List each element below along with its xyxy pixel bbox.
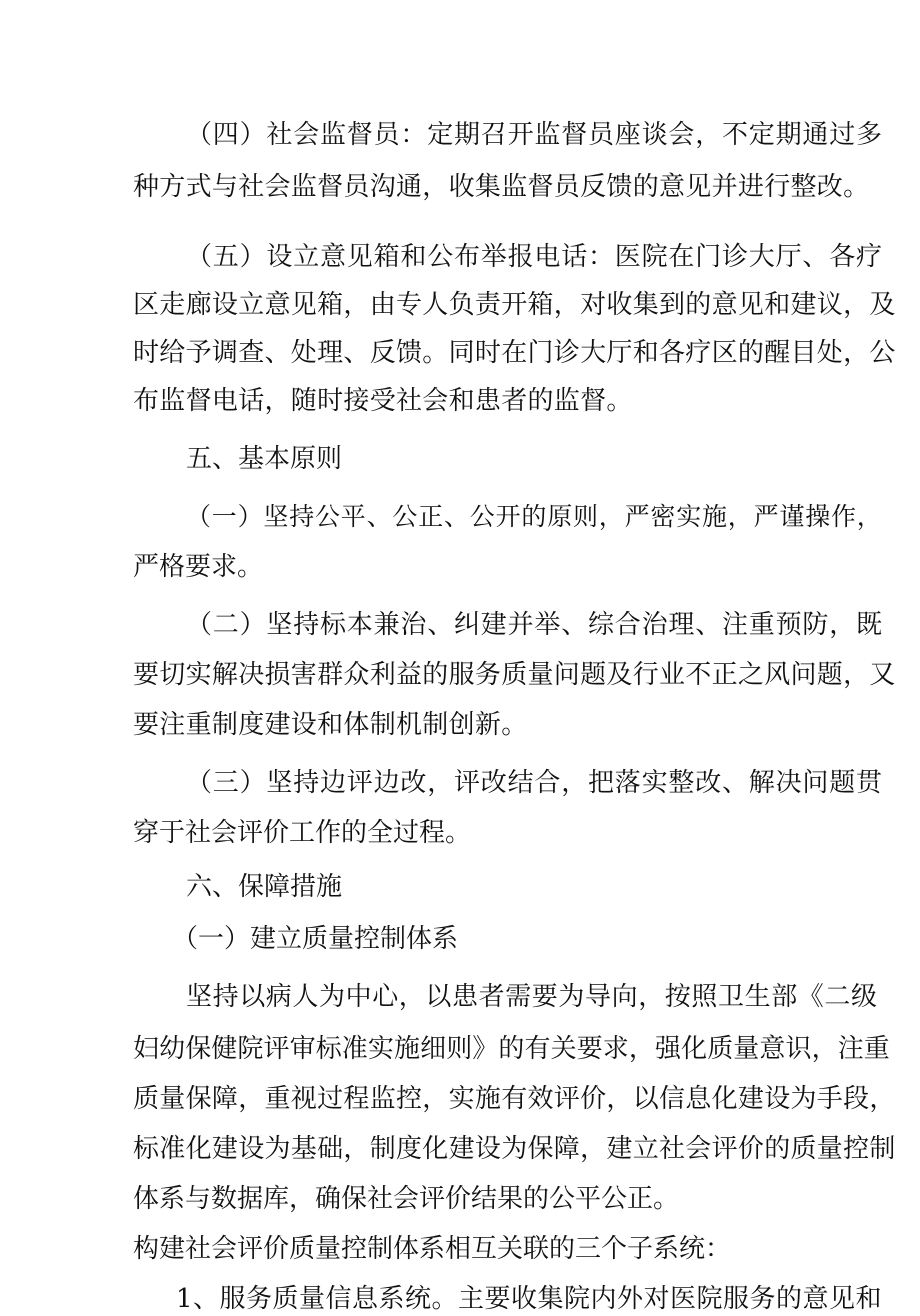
paragraph-line: 穿于社会评价工作的全过程。 [133, 818, 472, 848]
paragraph-line: 种方式与社会监督员沟通，收集监督员反馈的意见并进行整改。 [133, 172, 870, 202]
paragraph-line: 要切实解决损害群众利益的服务质量问题及行业不正之风问题，又 [133, 660, 896, 690]
paragraph-line: （一）坚持公平、公正、公开的原则，严密实施，严谨操作， [186, 502, 883, 531]
paragraph-line: （三）坚持边评边改，评改结合，把落实整改、解决问题贯 [186, 768, 883, 798]
paragraph-line: 严格要求。 [133, 552, 264, 582]
paragraph-line: 区走廊设立意见箱，由专人负责开箱，对收集到的意见和建议，及 [133, 290, 896, 320]
section-heading: 六、保障措施 [186, 872, 343, 902]
paragraph-line: （二）坚持标本兼治、纠建并举、综合治理、注重预防，既 [186, 610, 883, 640]
paragraph-line: 布监督电话，随时接受社会和患者的监督。 [133, 386, 633, 416]
paragraph-line: 质量保障，重视过程监控，实施有效评价，以信息化建设为手段， [133, 1084, 896, 1114]
paragraph-line: 要注重制度建设和体制机制创新。 [133, 710, 528, 740]
paragraph-line: （五）设立意见箱和公布举报电话：医院在门诊大厅、各疗 [186, 242, 883, 272]
paragraph-line: 构建社会评价质量控制体系相互关联的三个子系统： [133, 1234, 732, 1264]
paragraph-line: 体系与数据库，确保社会评价结果的公平公正。 [133, 1184, 680, 1214]
paragraph-line: 坚持以病人为中心，以患者需要为导向，按照卫生部《二级 [186, 982, 878, 1012]
subsection-heading: （一）建立质量控制体系 [172, 924, 459, 954]
paragraph-line: 时给予调查、处理、反馈。同时在门诊大厅和各疗区的醒目处，公 [133, 338, 896, 368]
paragraph-line: 妇幼保健院评审标准实施细则》的有关要求，强化质量意识，注重 [133, 1034, 890, 1064]
paragraph-line: （四）社会监督员：定期召开监督员座谈会，不定期通过多 [186, 120, 883, 150]
section-heading: 五、基本原则 [186, 444, 343, 474]
paragraph-line: 1、服务质量信息系统。主要收集院内外对医院服务的意见和 [176, 1284, 883, 1314]
paragraph-line: 标准化建设为基础，制度化建设为保障，建立社会评价的质量控制 [133, 1134, 896, 1164]
